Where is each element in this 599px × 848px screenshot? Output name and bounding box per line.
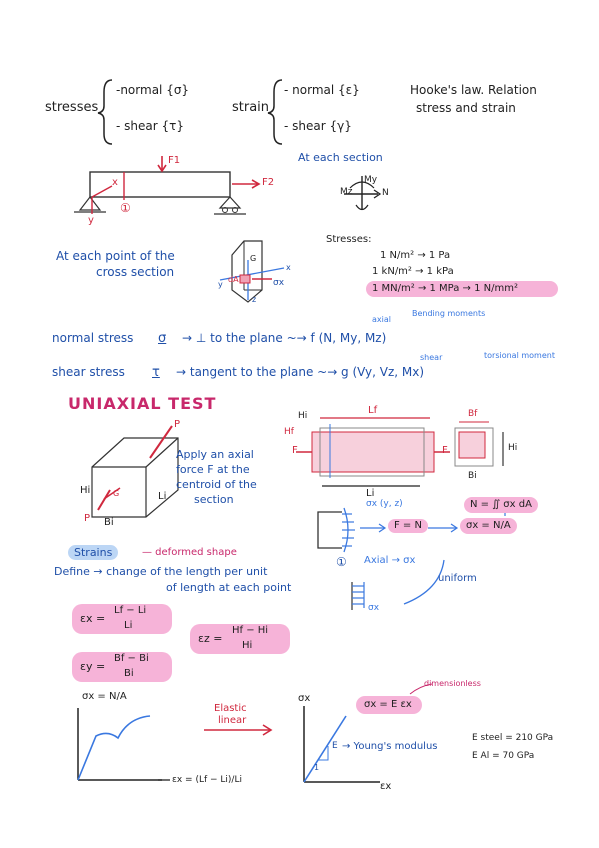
cube-sx: σx <box>273 278 285 288</box>
section-mz: Mz <box>340 187 353 197</box>
beam-x: x <box>112 177 118 188</box>
section-my: My <box>364 175 378 185</box>
specimen-bi: Bi <box>468 471 477 481</box>
e-aluminum: E Al = 70 GPa <box>472 751 535 761</box>
graph2-one: 1 <box>314 763 320 772</box>
strain-x-numerator: Lf − Li <box>114 605 147 616</box>
sx-label: σx <box>368 603 380 613</box>
stresses-label: stresses <box>45 100 99 115</box>
strains-label: Strains <box>68 545 118 560</box>
graph2-e: E <box>332 741 338 751</box>
strain-x-denominator: Li <box>124 620 133 631</box>
point-note-line2: cross section <box>96 265 175 279</box>
e-steel: E steel = 210 GPa <box>472 733 554 743</box>
elastic-label-line1: Elastic <box>214 703 247 714</box>
beam-f2: F2 <box>262 177 275 188</box>
strain-y-formula <box>72 652 172 682</box>
shear-strain-label: - shear {γ} <box>284 119 352 133</box>
specimen-hi-right: Hi <box>508 443 518 453</box>
apply-line1: Apply an axial <box>176 448 254 461</box>
strain-label: strain <box>232 100 270 115</box>
prism-p-bottom: P <box>84 513 91 524</box>
specimen-f-left: F <box>292 445 298 456</box>
sx-yz-label: σx (y, z) <box>366 499 403 509</box>
units-line1: 1 N/m² → 1 Pa <box>380 250 451 261</box>
strain-x-formula <box>72 604 172 634</box>
units-title: Stresses: <box>326 234 372 245</box>
bending-annot: Bending moments <box>412 309 486 318</box>
apply-line3: centroid of the <box>176 478 257 491</box>
section-note-title: At each section <box>298 151 383 164</box>
specimen-li: Li <box>366 488 375 499</box>
cube-y: y <box>218 280 223 289</box>
elastic-label-line2: linear <box>218 715 247 726</box>
point-note-line1: At each point of the <box>56 249 175 263</box>
shear-annot: shear <box>420 353 443 362</box>
graph2-line <box>304 716 346 782</box>
dimensionless-note: dimensionless <box>424 679 481 688</box>
normal-stress-label: -normal {σ} <box>116 83 190 97</box>
sx-equals-n-over-a: σx = N/A <box>460 518 517 534</box>
normal-stress-def-prefix: normal stress <box>52 331 134 345</box>
graph2-ylabel: σx <box>298 693 311 704</box>
specimen-hi: Hi <box>298 411 308 421</box>
shear-stress-label: - shear {τ} <box>116 119 184 133</box>
hooke-equation: σx = E εx <box>364 699 412 710</box>
strain-y-numerator: Bf − Bi <box>114 653 149 664</box>
prism-bi: Bi <box>104 517 114 528</box>
f-equals-n: F = N <box>388 519 428 533</box>
prism-li: Li <box>158 491 167 502</box>
normal-stress-symbol: σ <box>158 331 167 346</box>
uniform-label: uniform <box>438 573 477 584</box>
apply-line4: section <box>194 493 234 506</box>
strain-z-denominator: Hi <box>242 640 253 651</box>
cube-da: dA <box>228 275 239 284</box>
graph1-axes <box>78 708 170 780</box>
strain-definition-line1: Define → change of the length per unit <box>54 565 268 578</box>
equilibrium-section-marker: ① <box>336 555 347 569</box>
strain-z-numerator: Hf − Hi <box>232 625 269 636</box>
strain-y-denominator: Bi <box>124 668 134 679</box>
shear-stress-def-prefix: shear stress <box>52 365 125 379</box>
beam-drawing <box>74 156 259 214</box>
point-cube <box>220 241 284 302</box>
strain-y-lhs: εy = <box>80 660 106 673</box>
hooke-subtitle: stress and strain <box>416 101 516 115</box>
stresses-brace <box>98 80 112 144</box>
section-n: N <box>382 188 389 198</box>
specimen-bf: Bf <box>468 409 478 419</box>
cube-x: x <box>286 263 291 272</box>
prism-g: G <box>113 489 120 498</box>
n-integral: N = ∬ σx dA <box>464 497 538 513</box>
strain-z-lhs: εz = <box>198 632 223 645</box>
units-line2: 1 kN/m² → 1 kPa <box>372 266 454 277</box>
beam-section-marker: ① <box>120 201 131 215</box>
shear-stress-def: → tangent to the plane ~→ g (Vy, Vz, Mx) <box>176 365 425 379</box>
uniaxial-title: UNIAXIAL TEST <box>68 394 217 413</box>
apply-line2: force F at the <box>176 463 250 476</box>
cube-z: z <box>252 295 257 304</box>
normal-strain-label: - normal {ε} <box>284 83 360 97</box>
prism-hi: Hi <box>80 485 91 496</box>
hooke-title: Hooke's law. Relation <box>410 83 537 97</box>
graph2-xlabel: εx <box>380 781 392 792</box>
deformed-shape-note: — deformed shape <box>142 547 237 558</box>
specimen-lf: Lf <box>368 405 378 416</box>
specimen-f-right: F <box>442 445 448 456</box>
prism-drawing <box>92 426 178 517</box>
strain-brace <box>268 80 282 144</box>
specimen-hf: Hf <box>284 427 294 437</box>
graph1-ylabel: σx = N/A <box>82 691 127 702</box>
normal-stress-def: → ⊥ to the plane ~→ f (N, My, Mz) <box>182 331 387 345</box>
cube-g: G <box>250 254 257 263</box>
beam-y: y <box>88 215 94 226</box>
units-line3: 1 MN/m² → 1 MPa → 1 N/mm² <box>372 283 519 294</box>
strain-x-lhs: εx = <box>80 612 106 625</box>
beam-f1: F1 <box>168 155 181 166</box>
torsional-annot: torsional moment <box>484 351 555 360</box>
axial-annot: axial <box>372 315 391 324</box>
graph1-curve <box>78 716 150 780</box>
strain-z-formula <box>190 624 290 654</box>
graph1-xlabel: εx = (Lf − Li)/Li <box>172 775 242 785</box>
prism-p-top: P <box>174 419 181 430</box>
youngs-modulus-label: → Young's modulus <box>342 741 438 752</box>
shear-stress-symbol: τ <box>152 365 160 380</box>
axial-label: Axial → σx <box>364 555 416 566</box>
strain-definition-line2: of length at each point <box>166 581 292 594</box>
